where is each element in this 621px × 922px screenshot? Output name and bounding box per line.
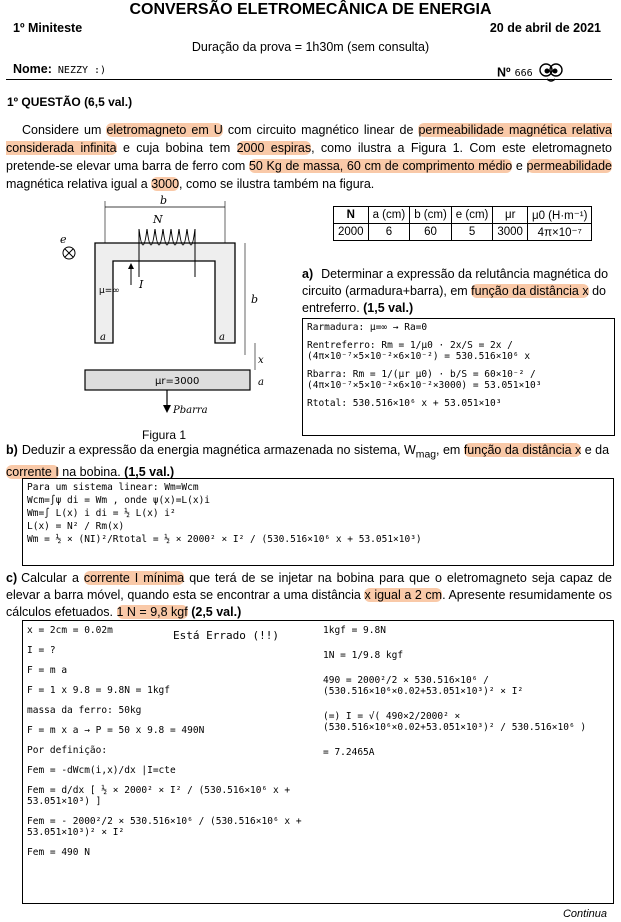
highlighted-text: função da distância x <box>463 443 582 457</box>
part-b-answer <box>23 479 613 550</box>
handwritten-line: x = 2cm = 0.02m <box>27 625 113 636</box>
part-c-answer-left <box>27 625 327 867</box>
number-label: Nº <box>497 65 511 80</box>
part-b-text <box>6 443 609 479</box>
handwritten-line: Fem = -dWcm(i,x)/dx |I=cte <box>27 765 176 776</box>
part-b-label: b) <box>6 443 18 457</box>
handwritten-line: F = m x a → P = 50 x 9.8 = 490N <box>27 725 205 736</box>
test-name: 1º Miniteste <box>13 21 83 35</box>
test-date: 20 de abril de 2021 <box>489 21 601 35</box>
table-cell: 60 <box>410 224 452 241</box>
handwritten-line: = 7.2465A <box>323 747 375 758</box>
highlighted-text: 50 Kg de massa, 60 cm de comprimento médio <box>248 159 513 173</box>
part-c-answer-box <box>22 620 614 904</box>
continue-label: Continua <box>562 908 607 920</box>
handwritten-line: Fem = 490 N <box>27 847 90 858</box>
text-run: mag <box>415 449 437 461</box>
table-cell: 6 <box>368 224 410 241</box>
header-divider <box>6 79 612 80</box>
handwritten-line: L(x) = N² / Rm(x) <box>27 521 125 532</box>
text-run: Considere um <box>22 123 107 137</box>
handwritten-line: Wcm=∫ψ di = Wm , onde ψ(x)=L(x)i <box>27 495 211 506</box>
part-a-answer-box <box>302 318 615 436</box>
table-header-cell: N <box>334 207 369 224</box>
handwritten-line: F = m a <box>27 665 68 676</box>
table-cell: 5 <box>451 224 493 241</box>
highlighted-text: corrente I <box>6 464 59 479</box>
name-value: NEZZY :) <box>57 65 107 76</box>
error-note: Está Errado (!!) <box>173 629 279 642</box>
text-run: na bobina. <box>58 464 125 479</box>
table-cell: 2000 <box>334 224 369 241</box>
text-run: Determinar a expressão da relutância magnética do circuito (armadura+barra), em <box>302 267 609 298</box>
handwritten-line: massa da ferro: 50kg <box>27 705 142 716</box>
text-run: (1,5 val.) <box>124 464 175 479</box>
handwritten-line: Por definição: <box>27 745 108 756</box>
test-duration: Duração da prova = 1h30m (sem consulta) <box>191 40 430 54</box>
text-run: , em <box>436 443 464 457</box>
text-run: (2,5 val.) <box>191 605 242 619</box>
table-header-cell: μ0 (H·m⁻¹) <box>527 207 592 224</box>
highlighted-text: x igual a 2 cm <box>364 588 443 602</box>
parameters-table <box>333 206 592 241</box>
table-header-cell: b (cm) <box>410 207 452 224</box>
table-cell: 4π×10⁻⁷ <box>527 224 592 241</box>
label-N: N <box>153 213 163 226</box>
handwritten-line: Rarmadura: μ=∞ → Ra=0 <box>307 322 428 333</box>
table-cell: 3000 <box>493 224 528 241</box>
page-title: CONVERSÃO ELETROMECÂNICA DE ENERGIA <box>129 1 492 18</box>
label-mu-inf: μ=∞ <box>99 286 120 296</box>
text-run: e cuja bobina tem <box>116 141 237 155</box>
text-run: Deduzir a expressão da energia magnética armazenada no sistema, W <box>21 443 416 457</box>
highlighted-text: 1 N = 9,8 kgf <box>116 605 188 619</box>
highlighted-text: função da distância x <box>471 284 589 298</box>
name-label: Nome: <box>13 62 52 76</box>
part-b-answer-box <box>22 478 614 566</box>
text-run: magnética relativa igual a <box>6 177 152 191</box>
highlighted-text: permeabilidade <box>526 159 612 173</box>
handwritten-line: Para um sistema linear: Wm=Wcm <box>27 482 199 493</box>
part-c-answer-right <box>323 625 611 772</box>
handwritten-line: 1kgf = 9.8N <box>323 625 386 636</box>
part-a-answer <box>303 319 614 419</box>
figure-1-electromagnet <box>55 195 280 425</box>
part-b-question <box>6 442 612 481</box>
text-run: e da <box>581 443 610 457</box>
handwritten-line: Rentreferro: Rm = 1/μ0 · 2x/S = 2x / (4π×10⁻⁷×5×10⁻²×6×10⁻²) = 530.516×10⁶ x <box>307 340 531 362</box>
label-x: x <box>258 355 264 366</box>
text-run: do entreferro. <box>302 284 606 315</box>
label-mur: μr=3000 <box>155 376 200 387</box>
highlighted-text: 3000 <box>151 177 180 191</box>
label-a-left: a <box>100 332 106 343</box>
handwritten-line: 490 = 2000²/2 × 530.516×10⁶ / (530.516×10⁶×0.02+53.051×10³)² × I² <box>323 675 524 697</box>
highlighted-text: 2000 espiras <box>236 141 312 155</box>
text-run: Calcular a <box>21 571 84 585</box>
part-a-text <box>302 267 608 315</box>
table-header-cell: a (cm) <box>368 207 410 224</box>
handwritten-line: Wm = ½ × (NI)²/Rtotal = ½ × 2000² × I² / (530.516×10⁶ x + 53.051×10³) <box>27 534 422 545</box>
face-doodle-icon <box>538 62 564 84</box>
highlighted-text: permeabilidade magnética relativa considerada infinita <box>6 123 612 155</box>
highlighted-text: eletromagneto em U <box>106 123 223 137</box>
handwritten-line: Rtotal: 530.516×10⁶ x + 53.051×10³ <box>307 398 502 409</box>
label-b-side: b <box>251 293 259 306</box>
handwritten-line: F = 1 x 9.8 = 9.8N = 1kgf <box>27 685 170 696</box>
handwritten-line: (=) I = √( 490×2/2000² × (530.516×10⁶×0.02+53.051×10³)² / 530.516×10⁶ ) <box>323 711 587 733</box>
number-value: 666 <box>514 68 533 80</box>
handwritten-line: Wm=∫ L(x) i di = ½ L(x) i² <box>27 508 176 519</box>
text-run: que terá de se injetar na bobina para que o eletromagneto seja capaz de elevar a barra móvel, quando esta se encontrar a uma distância <box>6 571 612 602</box>
handwritten-line: I = ? <box>27 645 56 656</box>
text-run: , como ilustra a Figura 1. Com este eletromagneto pretende-se elevar uma barra de ferro com <box>6 141 613 173</box>
part-a-label: a) <box>302 267 314 281</box>
text-run: , como se ilustra também na figura. <box>179 177 375 191</box>
handwritten-line: Rbarra: Rm = 1/(μr μ0) · b/S = 60×10⁻² / (4π×10⁻⁷×5×10⁻²×6×10⁻²×3000) = 53.051×10³ <box>307 369 542 391</box>
text-run: (1,5 val.) <box>363 301 414 315</box>
label-I: I <box>139 278 144 291</box>
question1-intro <box>6 121 612 193</box>
label-b-top: b <box>160 195 168 207</box>
part-c-text <box>6 571 612 619</box>
label-a-bar: a <box>258 377 264 388</box>
label-e: e <box>60 233 67 246</box>
figure-caption: Figura 1 <box>142 428 187 442</box>
handwritten-line: Fem = d/dx [ ½ × 2000² × I² / (530.516×10⁶ x + 53.051×10³) ] <box>27 785 291 807</box>
text-run: . Apresente resumidamente os cálculos efetuados. <box>6 588 612 619</box>
highlighted-text: corrente I mínima <box>83 571 185 585</box>
question1-heading: 1º QUESTÃO (6,5 val.) <box>7 95 133 109</box>
part-c-label: c) <box>6 571 18 585</box>
label-a-right: a <box>219 332 225 343</box>
name-field <box>13 62 106 76</box>
table-header-cell: μr <box>493 207 528 224</box>
text-run: com circuito magnético linear de <box>222 123 419 137</box>
text-run: e <box>512 159 527 173</box>
part-a-question <box>302 266 614 317</box>
table-header-cell: e (cm) <box>451 207 493 224</box>
label-P: Pbarra <box>173 405 208 416</box>
handwritten-line: Fem = - 2000²/2 × 530.516×10⁶ / (530.516×10⁶ x + 53.051×10³)² × I² <box>27 816 302 838</box>
part-c-question <box>6 570 612 621</box>
number-field <box>497 62 564 84</box>
handwritten-line: 1N = 1/9.8 kgf <box>323 650 404 661</box>
